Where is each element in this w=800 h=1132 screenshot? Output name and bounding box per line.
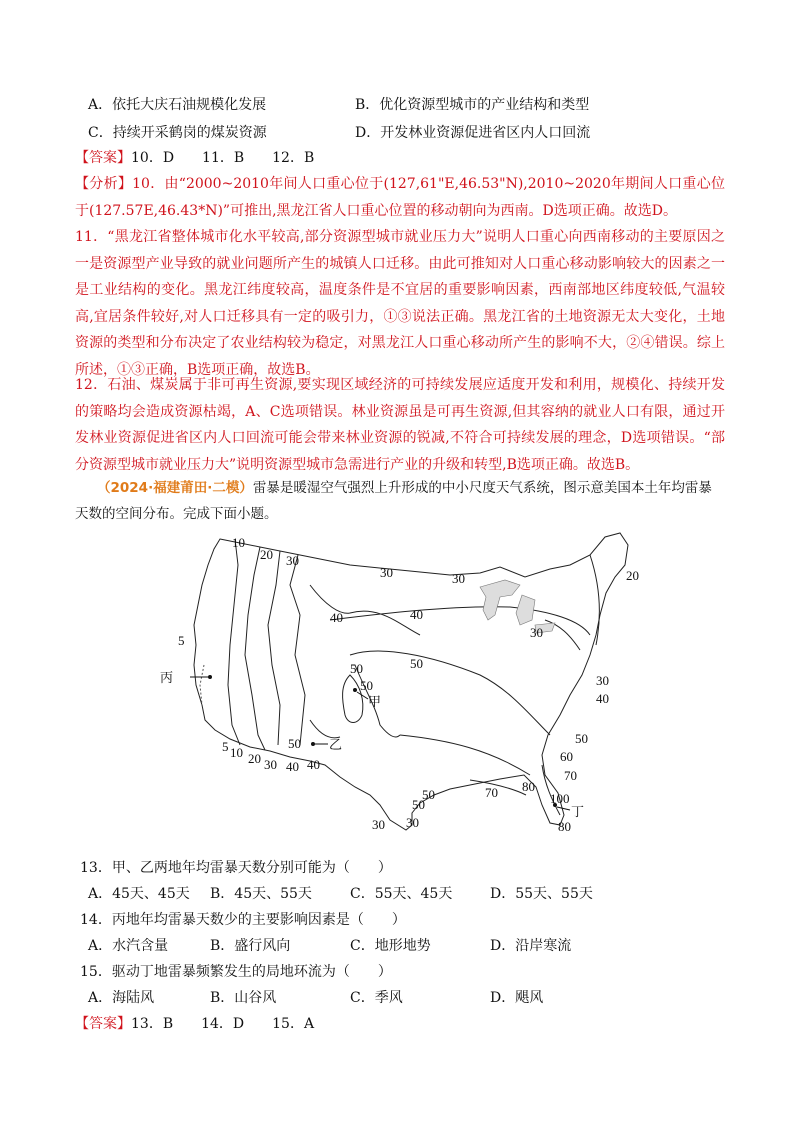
answer-line-1 [75, 148, 314, 168]
contour-label: 30 [406, 815, 419, 830]
contour-label: 50 [350, 661, 363, 676]
q13-option-b: B．45天、55天 [210, 886, 312, 902]
us-thunderstorm-map [150, 525, 670, 845]
analysis-label: 【分析】 [75, 176, 133, 192]
contour-label: 40 [286, 759, 299, 774]
contour-label: 30 [264, 757, 277, 772]
contour-label: 5 [178, 633, 185, 648]
point-bing [208, 675, 212, 679]
contour-label: 50 [410, 656, 423, 671]
answer-text-2: 13．B 14．D 15．A [131, 1016, 315, 1032]
contour-label: 80 [522, 779, 535, 794]
contour-label: 60 [560, 749, 573, 764]
contour-label: 20 [248, 751, 261, 766]
q14-option-d: D．沿岸寒流 [490, 938, 572, 954]
contour-label: 40 [596, 691, 609, 706]
q15-option-a: A．海陆风 [88, 990, 155, 1006]
great-lakes [480, 580, 520, 620]
question-14: 14．丙地年均雷暴天数少的主要影响因素是（ ） [80, 912, 406, 928]
contour-label: 30 [530, 625, 543, 640]
answer-text: 10．D 11．B 12．B [131, 150, 315, 166]
contour-label: 30 [452, 571, 465, 586]
contour-label: 100 [550, 791, 570, 806]
us-outline [194, 533, 628, 830]
option-d: D．开发林业资源促进省区内人口回流 [355, 125, 591, 141]
question-source: （2024·福建莆田·二模） [97, 480, 253, 496]
answer-line-2 [75, 1014, 314, 1034]
option-b: B．优化资源型城市的产业结构和类型 [355, 97, 590, 113]
option-c: C．持续开采鹤岗的煤炭资源 [88, 125, 267, 141]
contour-label: 30 [596, 673, 609, 688]
contour-label: 20 [260, 547, 273, 562]
contour-label: 20 [626, 568, 639, 583]
answer-label: 【答案】 [75, 150, 131, 166]
analysis-10 [75, 171, 725, 224]
contour-label: 50 [412, 797, 425, 812]
question-intro [75, 475, 725, 527]
analysis-12: 12．石油、煤炭属于非可再生资源,要实现区域经济的可持续发展应适度开发和利用，规模化、持续开发的策略均会造成资源枯竭，A、C选项错误。林业资源虽是可再生资源,但其容纳的就业人口有限，通过开发林业资源促进省区内人口回流可能会带来林业资源的锐减,不符合可持续发展的理念，D选项错误。“部分资源型城市就业压力大”说明资源型城市急需进行产业的升级和转型,B选项正确。故选B。 [75, 377, 725, 473]
q14-option-c: C．地形地势 [350, 938, 431, 954]
contour-label: 30 [286, 553, 299, 568]
contour-label: 40 [330, 610, 343, 625]
question-15: 15．驱动丁地雷暴频繁发生的局地环流为（ ） [80, 964, 392, 980]
question-intro-text: 雷暴是暖湿空气强烈上升形成的中小尺度天气系统，图示意美国本土年均雷暴天数的空间分布。完成下面小题。 [75, 480, 712, 522]
contour-label: 50 [422, 787, 435, 802]
contour-label: 10 [232, 535, 245, 550]
contour-label: 50 [575, 731, 588, 746]
label-bing: 丙 [160, 670, 174, 685]
contour-labels [178, 535, 639, 834]
q13-option-d: D．55天、55天 [490, 886, 593, 902]
q15-option-b: B．山谷风 [210, 990, 277, 1006]
label-jia: 甲 [368, 694, 382, 709]
analysis-10-text: 10．由“2000~2010年间人口重心位于(127,61"E,46.53"N),2010~2020年期间人口重心位于(127.57E,46.43*N)”可推出,黑龙江省人口重心位置的移动朝向为西南。D选项正确。故选D。 [75, 176, 726, 219]
label-yi: 乙 [329, 737, 343, 752]
contour-label: 5 [222, 739, 229, 754]
contour-label: 50 [288, 736, 301, 751]
q14-option-b: B．盛行风向 [210, 938, 291, 954]
contour-label: 70 [485, 785, 498, 800]
question-13: 13．甲、乙两地年均雷暴天数分别可能为（ ） [80, 860, 392, 876]
q14-option-a: A．水汽含量 [88, 938, 169, 954]
answer-label-2: 【答案】 [75, 1016, 131, 1032]
analysis-11: 11．“黑龙江省整体城市化水平较高,部分资源型城市就业压力大”说明人口重心向西南移动的主要原因之一是资源型产业导致的就业问题所产生的城镇人口迁移。由此可推知对人口重心移动影响较大的因素之一是工业结构的变化。黑龙江纬度较高，温度条件是不宜居的重要影响因素，西南部地区纬度较低,气温较高,宜居条件较好,对人口迁移具有一定的吸引力，①③说法正确。黑龙江省的土地资源无太大变化，土地资源的类型和分布决定了农业结构较为稳定，对黑龙江人口重心移动所产生的影响不大，②④错误。综上所述，①③正确，B选项正确，故选B。 [75, 229, 725, 378]
q15-option-c: C．季风 [350, 990, 403, 1006]
q13-option-c: C．55天、45天 [350, 886, 453, 902]
contour-label: 40 [410, 607, 423, 622]
contour-label: 30 [380, 565, 393, 580]
contour-label: 50 [360, 678, 373, 693]
contour-label: 30 [372, 817, 385, 832]
contour-label: 70 [564, 768, 577, 783]
contour-label: 40 [307, 757, 320, 772]
q13-option-a: A．45天、45天 [88, 886, 190, 902]
point-jia [353, 688, 357, 692]
point-yi [311, 742, 315, 746]
label-ding: 丁 [571, 804, 585, 819]
contour-label: 10 [230, 745, 243, 760]
contour-label: 80 [558, 819, 571, 834]
option-a: A．依托大庆石油规模化发展 [88, 97, 267, 113]
q15-option-d: D．飓风 [490, 990, 544, 1006]
